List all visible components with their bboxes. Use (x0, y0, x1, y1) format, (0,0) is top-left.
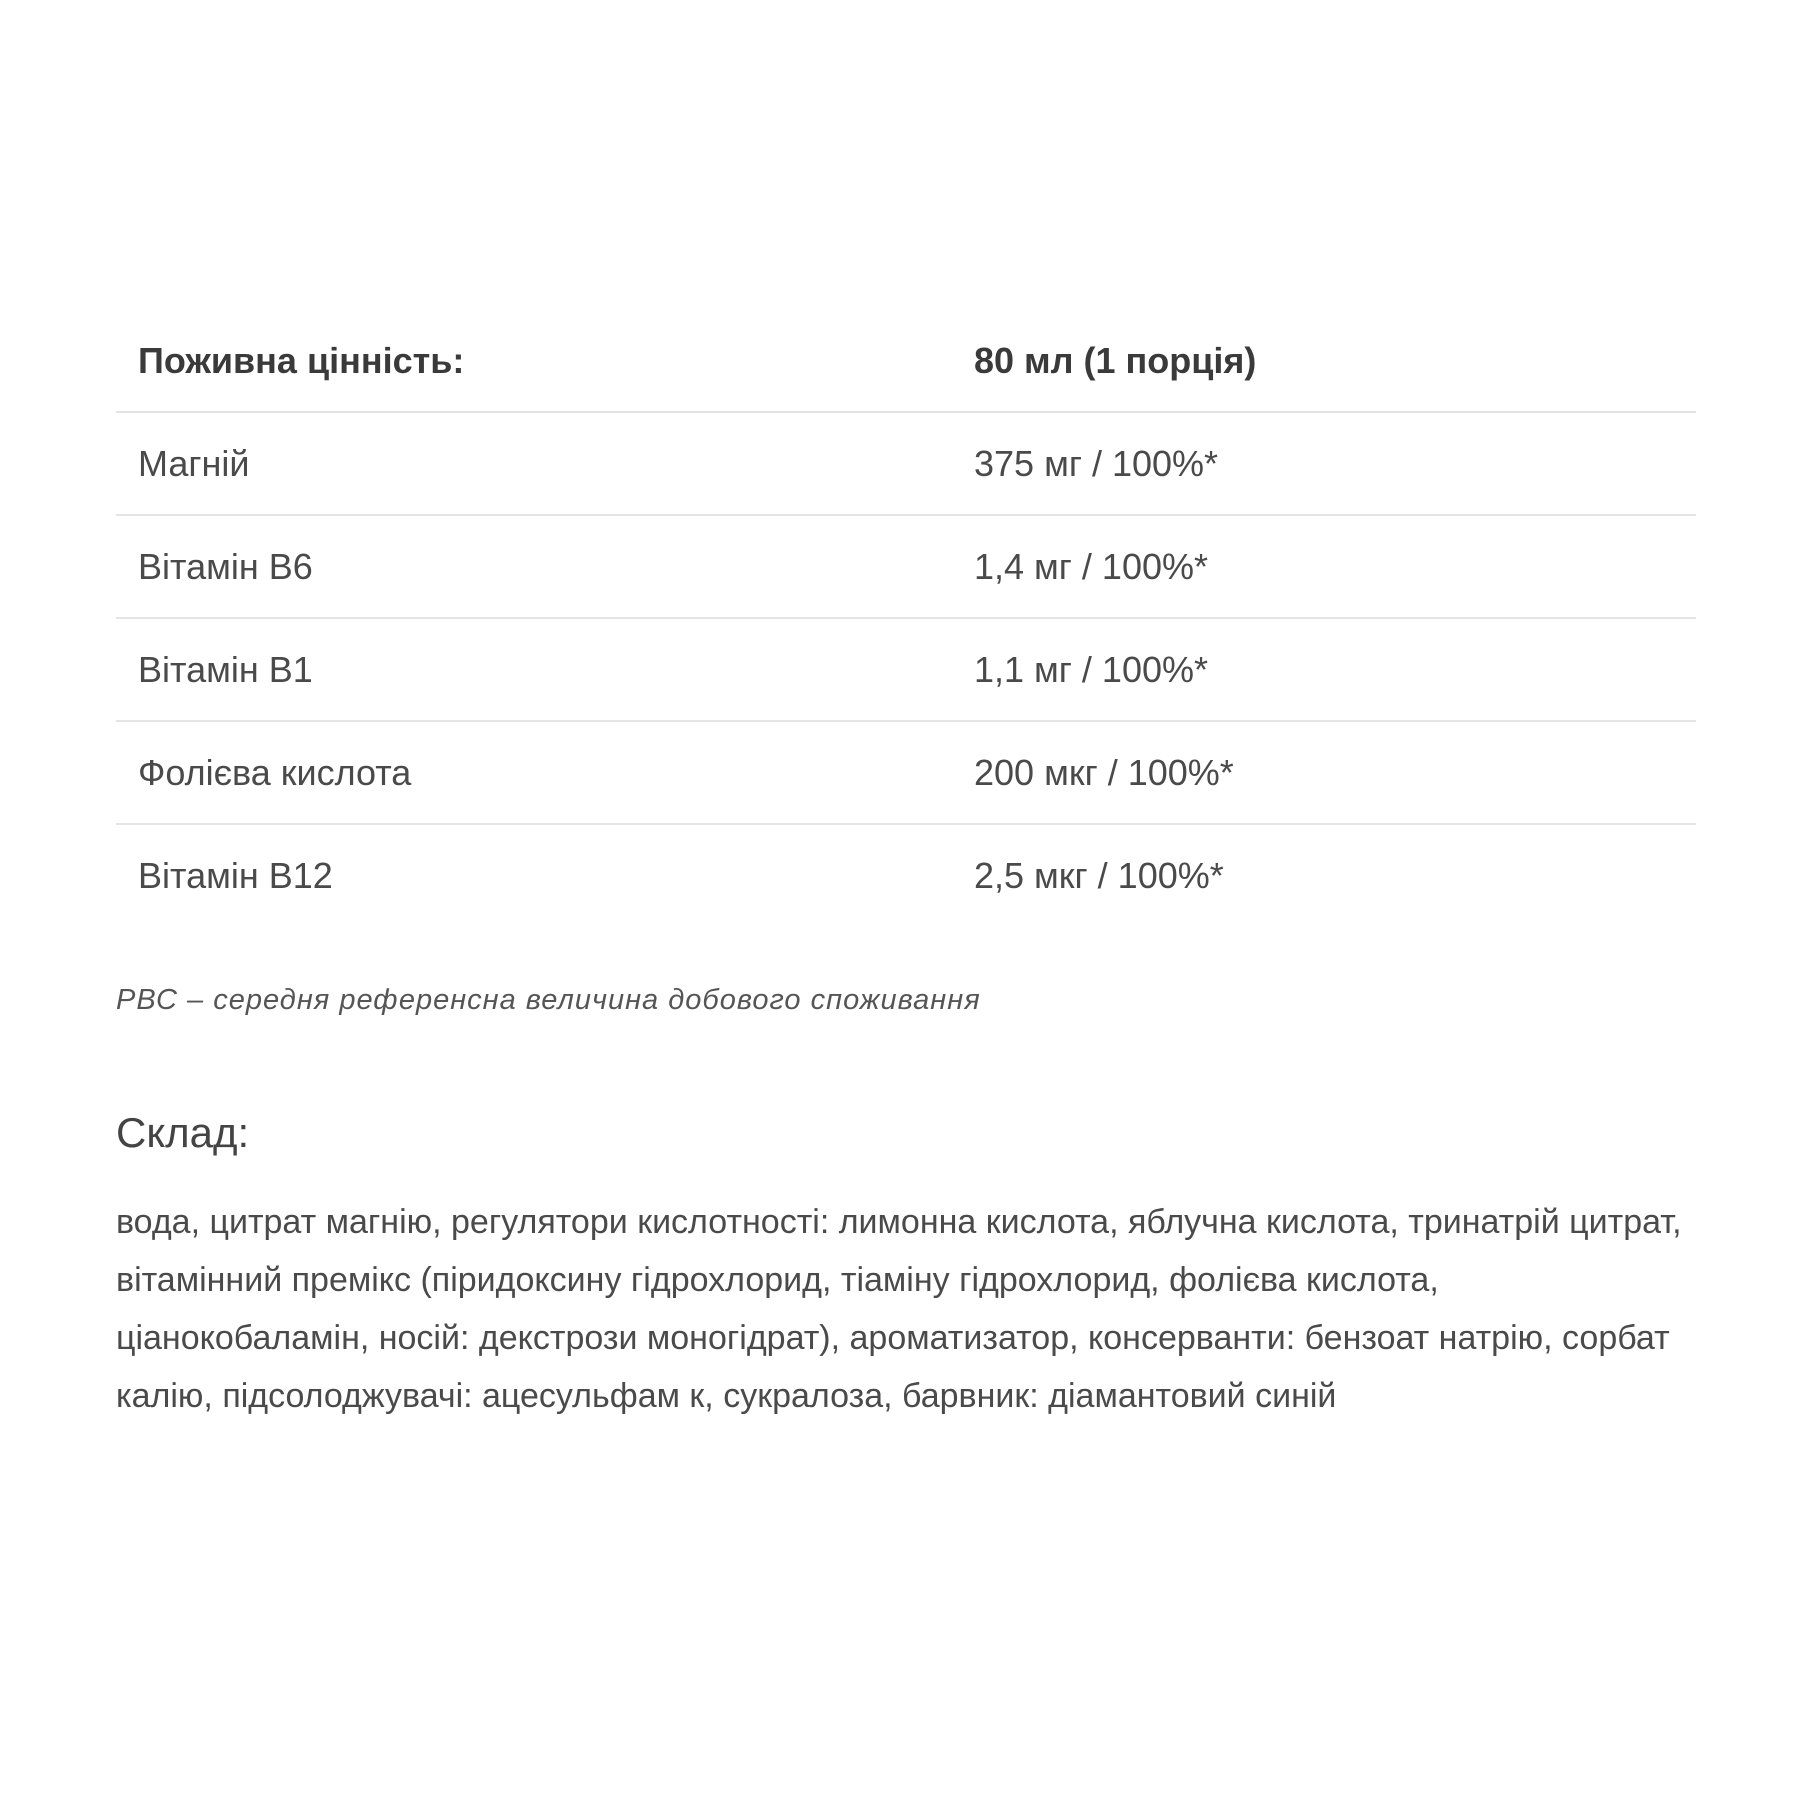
nutrient-name: Магній (138, 442, 250, 484)
nutrient-name: Вітамін В12 (116, 824, 952, 926)
nutrient-amount: 1,1 мг / 100%* (952, 618, 1696, 721)
table-row (116, 515, 1696, 618)
nutrient-amount: 2,5 мкг / 100%* (952, 824, 1696, 926)
rvs-footnote: РВС – середня референсна величина добового споживання (116, 984, 981, 1016)
nutrient-amount: 200 мкг / 100%* (952, 721, 1696, 824)
nutrition-header-value: 80 мл (1 порція) (952, 310, 1696, 412)
nutrient-name: Фолієва кислота (116, 721, 952, 824)
nutrition-table (116, 310, 1696, 926)
table-row (116, 412, 1696, 515)
nutrient-name: Вітамін В6 (116, 515, 952, 618)
nutrition-header-label: Поживна цінність: (116, 310, 952, 412)
table-row (116, 824, 1696, 926)
nutrient-amount: 1,4 мг / 100%* (952, 515, 1696, 618)
ingredients-text: вода, цитрат магнію, регулятори кислотності: лимонна кислота, яблучна кислота, тринатрій цитрат, вітамінний премікс (піридоксину гідрохлорид, тіаміну гідрохлорид, фолієва кислота, ціанокобаламін, носій: декстрози моногідрат), ароматизатор, консерванти: бензоат натрію, сорбат калію, підсолоджувачі: ацесульфам к, сукралоза, барвник: діамантовий синій (116, 1203, 1682, 1415)
nutrient-amount: 375 мг / 100%* (974, 442, 1219, 484)
nutrient-name: Вітамін В1 (116, 618, 952, 721)
table-row (116, 721, 1696, 824)
composition-title: Склад: (116, 1109, 250, 1156)
product-info (116, 310, 1696, 1425)
table-row (116, 618, 1696, 721)
nutrition-header-row (116, 310, 1696, 412)
